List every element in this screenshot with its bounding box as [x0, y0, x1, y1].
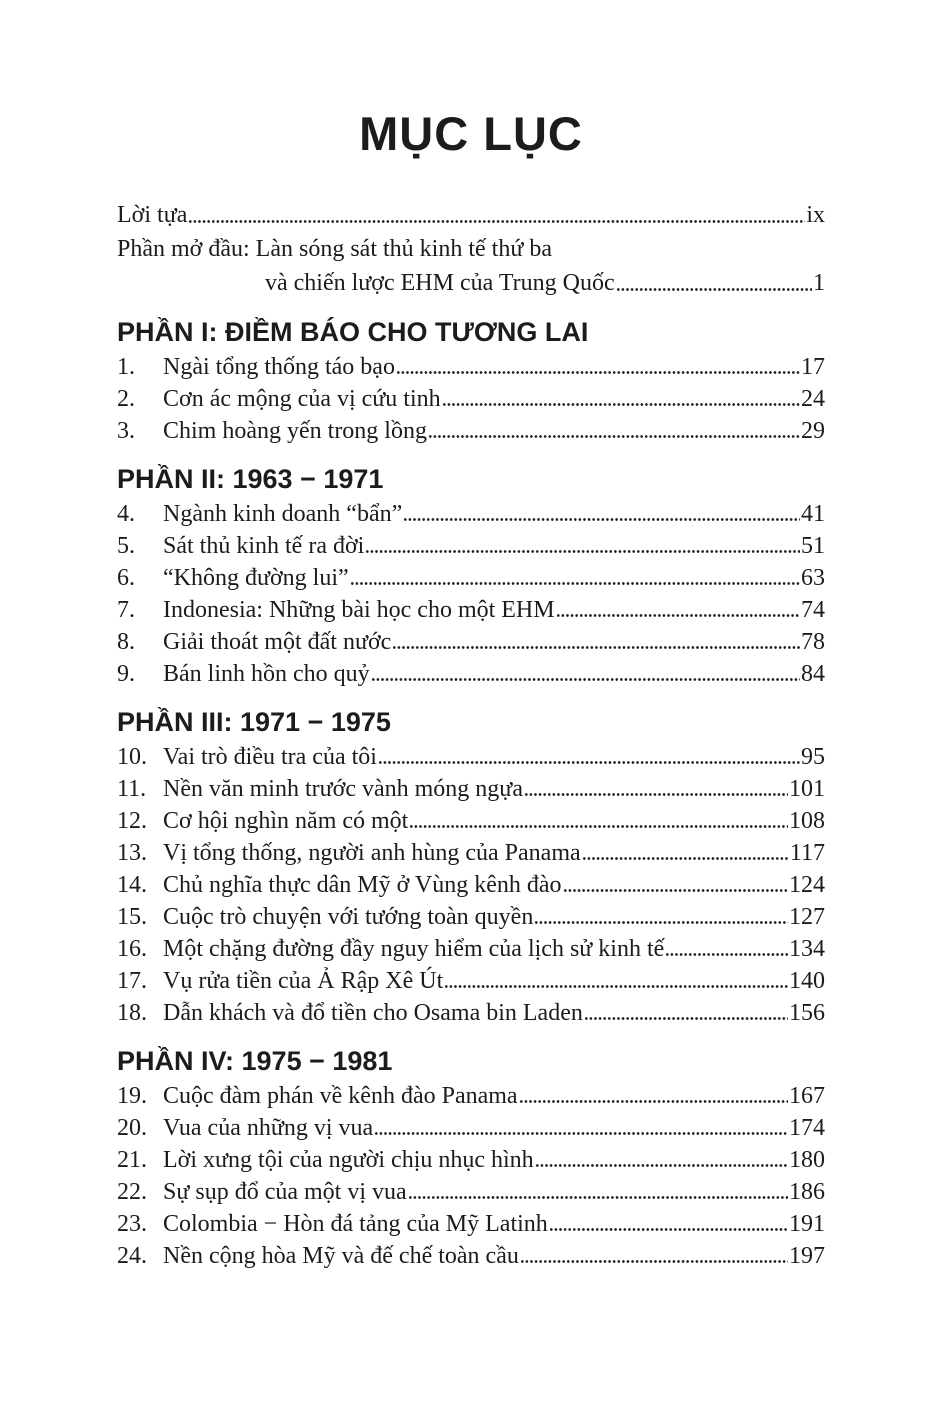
chapter-number: 19. [117, 1083, 147, 1109]
dot-leader [374, 1112, 788, 1144]
dot-leader [584, 997, 788, 1029]
toc-entry [117, 1080, 825, 1112]
chapter-title: Indonesia: Những bài học cho một EHM [163, 597, 555, 623]
toc-entry [117, 837, 825, 869]
toc-entry [117, 741, 825, 773]
page-number: 186 [789, 1179, 825, 1205]
page-number: 117 [789, 840, 825, 866]
dot-leader [350, 562, 800, 594]
toc-entry [117, 498, 825, 530]
page-number: 134 [789, 936, 825, 962]
page-number: 124 [789, 872, 825, 898]
toc-entry [117, 658, 825, 690]
dot-leader [444, 965, 788, 997]
chapter-number: 1. [117, 354, 135, 380]
toc-entry [117, 626, 825, 658]
page-number: 51 [801, 533, 825, 559]
chapter-title: Chủ nghĩa thực dân Mỹ ở Vùng kênh đào [163, 872, 562, 898]
toc-entry [117, 933, 825, 965]
toc-entry [117, 1144, 825, 1176]
page-number: 127 [789, 904, 825, 930]
dot-leader [371, 658, 800, 690]
page-number: 29 [801, 418, 825, 444]
dot-leader [520, 1240, 788, 1272]
front-matter-row [117, 266, 825, 300]
dot-leader [556, 594, 800, 626]
dot-leader [665, 933, 788, 965]
chapter-number: 8. [117, 629, 135, 655]
dot-leader [428, 415, 800, 447]
chapter-number: 15. [117, 904, 147, 930]
toc-entry [117, 351, 825, 383]
page-number: 74 [801, 597, 825, 623]
front-matter [117, 198, 825, 300]
page-number: 140 [789, 968, 825, 994]
chapter-number: 14. [117, 872, 147, 898]
dot-leader [403, 498, 800, 530]
page-number: 180 [789, 1147, 825, 1173]
chapter-title: Ngài tổng thống táo bạo [163, 354, 395, 380]
toc-entry [117, 562, 825, 594]
front-matter-label: Phần mở đầu: Làn sóng sát thủ kinh tế thứ ba [117, 236, 552, 262]
toc-entry [117, 1208, 825, 1240]
chapter-title: Vị tổng thống, người anh hùng của Panama [163, 840, 581, 866]
page-number: 1 [813, 270, 825, 296]
dot-leader [519, 1080, 788, 1112]
toc-entry [117, 1240, 825, 1272]
dot-leader [442, 383, 800, 415]
chapter-number: 17. [117, 968, 147, 994]
chapter-number: 12. [117, 808, 147, 834]
dot-leader [549, 1208, 788, 1240]
page-number: 191 [789, 1211, 825, 1237]
dot-leader [582, 837, 789, 869]
toc-section-2 [117, 462, 825, 690]
page-number: 63 [801, 565, 825, 591]
chapter-title: Vụ rửa tiền của Ả Rập Xê Út [163, 968, 444, 994]
chapter-title: “Không đường lui” [163, 565, 349, 591]
chapter-title: Vai trò điều tra của tôi [163, 744, 377, 770]
toc-section-1 [117, 315, 825, 447]
toc-entry [117, 415, 825, 447]
page-number: 197 [789, 1243, 825, 1269]
dot-leader [392, 626, 800, 658]
page-number: 41 [801, 501, 825, 527]
dot-leader [524, 773, 788, 805]
dot-leader [188, 198, 805, 232]
chapter-title: Vua của những vị vua [163, 1115, 374, 1141]
dot-leader [535, 1144, 788, 1176]
dot-leader [408, 1176, 788, 1208]
dot-leader [616, 266, 812, 300]
chapter-number: 20. [117, 1115, 147, 1141]
chapter-number: 2. [117, 386, 135, 412]
chapter-number: 6. [117, 565, 135, 591]
section-heading: PHẦN I: ĐIỀM BÁO CHO TƯƠNG LAI [117, 317, 589, 347]
toc-entry [117, 1112, 825, 1144]
chapter-number: 18. [117, 1000, 147, 1026]
toc-entry [117, 805, 825, 837]
chapter-title: Sự sụp đổ của một vị vua [163, 1179, 407, 1205]
chapter-title: Cơ hội nghìn năm có một [163, 808, 409, 834]
toc-entry [117, 997, 825, 1029]
page-number: 108 [789, 808, 825, 834]
page-number: 84 [801, 661, 825, 687]
section-heading: PHẦN IV: 1975 − 1981 [117, 1046, 393, 1076]
chapter-title: Sát thủ kinh tế ra đời [163, 533, 365, 559]
dot-leader [396, 351, 800, 383]
toc-entry [117, 594, 825, 626]
toc-entry [117, 1176, 825, 1208]
chapter-number: 23. [117, 1211, 147, 1237]
chapter-number: 9. [117, 661, 135, 687]
dot-leader [409, 805, 788, 837]
chapter-number: 16. [117, 936, 147, 962]
toc-entry [117, 869, 825, 901]
toc-entry [117, 383, 825, 415]
chapter-number: 3. [117, 418, 135, 444]
chapter-number: 5. [117, 533, 135, 559]
chapter-title: Giải thoát một đất nước [163, 629, 392, 655]
toc-entry [117, 773, 825, 805]
chapter-title: Một chặng đường đầy nguy hiểm của lịch sử kinh tế [163, 936, 665, 962]
chapter-title: Ngành kinh doanh “bẩn” [163, 501, 403, 527]
page-number: 24 [801, 386, 825, 412]
section-heading: PHẦN II: 1963 − 1971 [117, 464, 384, 494]
dot-leader [378, 741, 800, 773]
front-matter-label: Lời tựa [117, 202, 188, 228]
section-heading: PHẦN III: 1971 − 1975 [117, 707, 391, 737]
chapter-title: Dẫn khách và đổ tiền cho Osama bin Laden [163, 1000, 583, 1026]
chapter-title: Chim hoàng yến trong lồng [163, 418, 427, 444]
dot-leader [563, 869, 788, 901]
chapter-title: Nền văn minh trước vành móng ngựa [163, 776, 523, 802]
dot-leader [534, 901, 788, 933]
toc-entry [117, 965, 825, 997]
toc-section-4 [117, 1044, 825, 1272]
chapter-number: 11. [117, 776, 147, 802]
toc-entry [117, 901, 825, 933]
chapter-number: 10. [117, 744, 147, 770]
chapter-title: Colombia − Hòn đá tảng của Mỹ Latinh [163, 1211, 548, 1237]
chapter-number: 13. [117, 840, 147, 866]
page-number: 17 [801, 354, 825, 380]
chapter-number: 4. [117, 501, 135, 527]
page-number: 174 [789, 1115, 825, 1141]
page-number: 95 [801, 744, 825, 770]
chapter-number: 22. [117, 1179, 147, 1205]
chapter-title: Lời xưng tội của người chịu nhục hình [163, 1147, 534, 1173]
dot-leader [365, 530, 800, 562]
page-number: 101 [789, 776, 825, 802]
chapter-title: Nền cộng hòa Mỹ và đế chế toàn cầu [163, 1243, 519, 1269]
chapter-number: 21. [117, 1147, 147, 1173]
front-matter-label: và chiến lược EHM của Trung Quốc [265, 270, 615, 296]
chapter-title: Cơn ác mộng của vị cứu tinh [163, 386, 441, 412]
chapter-title: Cuộc đàm phán về kênh đào Panama [163, 1083, 518, 1109]
chapter-title: Cuộc trò chuyện với tướng toàn quyền [163, 904, 534, 930]
chapter-number: 24. [117, 1243, 147, 1269]
toc-entry [117, 530, 825, 562]
page-number: 78 [801, 629, 825, 655]
front-matter-row [117, 232, 825, 266]
chapter-number: 7. [117, 597, 135, 623]
page-number: 156 [789, 1000, 825, 1026]
page-number: ix [806, 202, 825, 228]
toc-section-3 [117, 705, 825, 1029]
front-matter-row [117, 198, 825, 232]
page-title: MỤC LỤC [359, 107, 583, 160]
page-number: 167 [789, 1083, 825, 1109]
chapter-title: Bán linh hồn cho quỷ [163, 661, 370, 687]
